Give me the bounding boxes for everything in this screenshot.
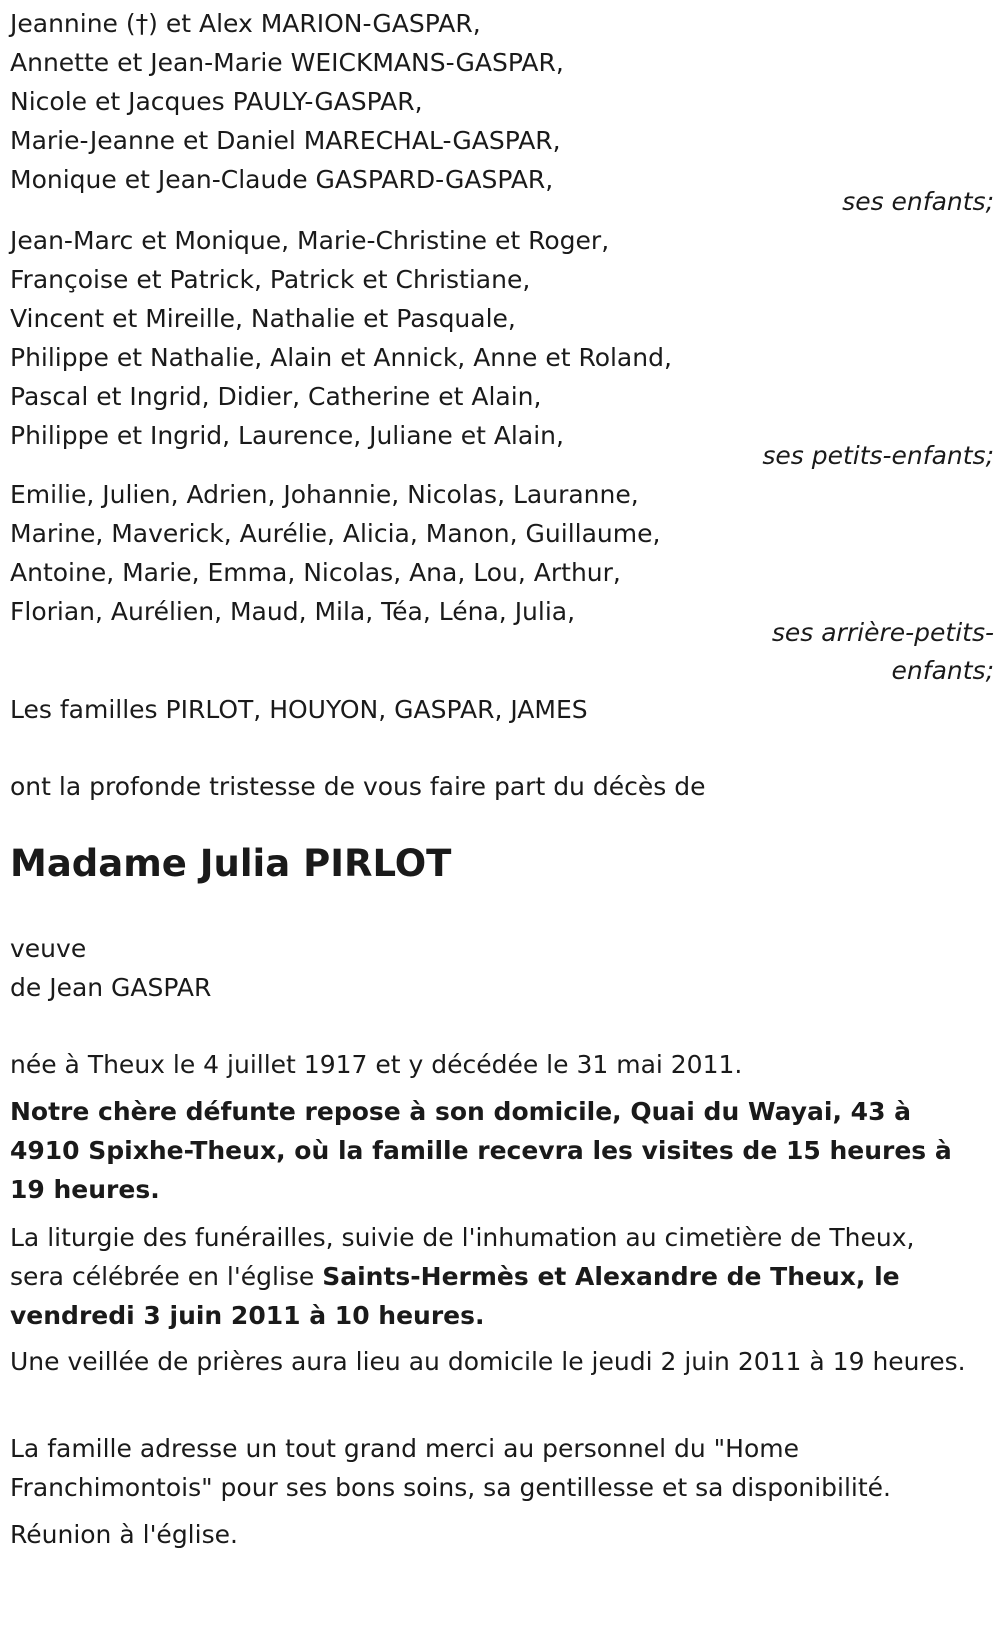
widow-line2: de Jean GASPAR: [10, 973, 212, 1002]
children-list: [10, 4, 564, 199]
widow-info: [10, 929, 211, 1007]
grandchildren-line: Pascal et Ingrid, Didier, Catherine et Alain,: [10, 382, 542, 411]
children-line: Annette et Jean-Marie WEICKMANS-GASPAR,: [10, 48, 564, 77]
great-grandchildren-line: Antoine, Marie, Emma, Nicolas, Ana, Lou, Arthur,: [10, 558, 621, 587]
great-grandchildren-line: Emilie, Julien, Adrien, Johannie, Nicolas, Lauranne,: [10, 480, 639, 509]
grandchildren-list: [10, 221, 672, 455]
families-line: Les familles PIRLOT, HOUYON, GASPAR, JAMES: [10, 695, 588, 724]
vigil-paragraph: Une veillée de prières aura lieu au domicile le jeudi 2 juin 2011 à 19 heures.: [10, 1347, 966, 1376]
children-line: Marie-Jeanne et Daniel MARECHAL-GASPAR,: [10, 126, 561, 155]
children-line: Jeannine (†) et Alex MARION-GASPAR,: [10, 9, 481, 38]
great-grandchildren-role: [772, 614, 994, 690]
grandchildren-line: Vincent et Mireille, Nathalie et Pasquale,: [10, 304, 516, 333]
liturgy-details: Saints-Hermès et Alexandre de Theux, le vendredi 3 juin 2011 à 10 heures.: [10, 1262, 900, 1330]
great-grandchildren-role-line1: ses arrière-petits-: [771, 618, 994, 647]
widow-line1: veuve: [10, 934, 87, 963]
grandchildren-line: Philippe et Nathalie, Alain et Annick, Anne et Roland,: [10, 343, 672, 372]
birth-death-line: née à Theux le 4 juillet 1917 et y décédée le 31 mai 2011.: [10, 1050, 743, 1079]
thanks-paragraph: La famille adresse un tout grand merci au personnel du "Home Franchimontois" pour ses bons soins, sa gentillesse et sa disponibilité.: [10, 1434, 892, 1502]
great-grandchildren-list: [10, 475, 660, 631]
announcement-text: ont la profonde tristesse de vous faire part du décès de: [10, 772, 706, 801]
grandchildren-line: Jean-Marc et Monique, Marie-Christine et Roger,: [10, 226, 610, 255]
children-role: ses enfants;: [842, 187, 994, 216]
grandchildren-line: Philippe et Ingrid, Laurence, Juliane et Alain,: [10, 421, 564, 450]
children-line: Nicole et Jacques PAULY-GASPAR,: [10, 87, 423, 116]
liturgy-paragraph: [10, 1218, 970, 1335]
great-grandchildren-line: Marine, Maverick, Aurélie, Alicia, Manon, Guillaume,: [10, 519, 661, 548]
deceased-name: Madame Julia PIRLOT: [10, 842, 452, 885]
grandchildren-line: Françoise et Patrick, Patrick et Christiane,: [10, 265, 531, 294]
great-grandchildren-role-line2: enfants;: [891, 656, 994, 685]
great-grandchildren-line: Florian, Aurélien, Maud, Mila, Téa, Léna, Julia,: [10, 597, 576, 626]
children-line: Monique et Jean-Claude GASPARD-GASPAR,: [10, 165, 554, 194]
repose-paragraph: Notre chère défunte repose à son domicile, Quai du Wayai, 43 à 4910 Spixhe-Theux, où la famille recevra les visites de 15 heures à 19 heures.: [10, 1097, 952, 1204]
reunion-line: Réunion à l'église.: [10, 1520, 238, 1549]
grandchildren-role: ses petits-enfants;: [762, 441, 994, 470]
liturgy-intro: La liturgie des funérailles, suivie de l'inhumation au cimetière de Theux, sera célébrée en l'église: [10, 1223, 915, 1291]
